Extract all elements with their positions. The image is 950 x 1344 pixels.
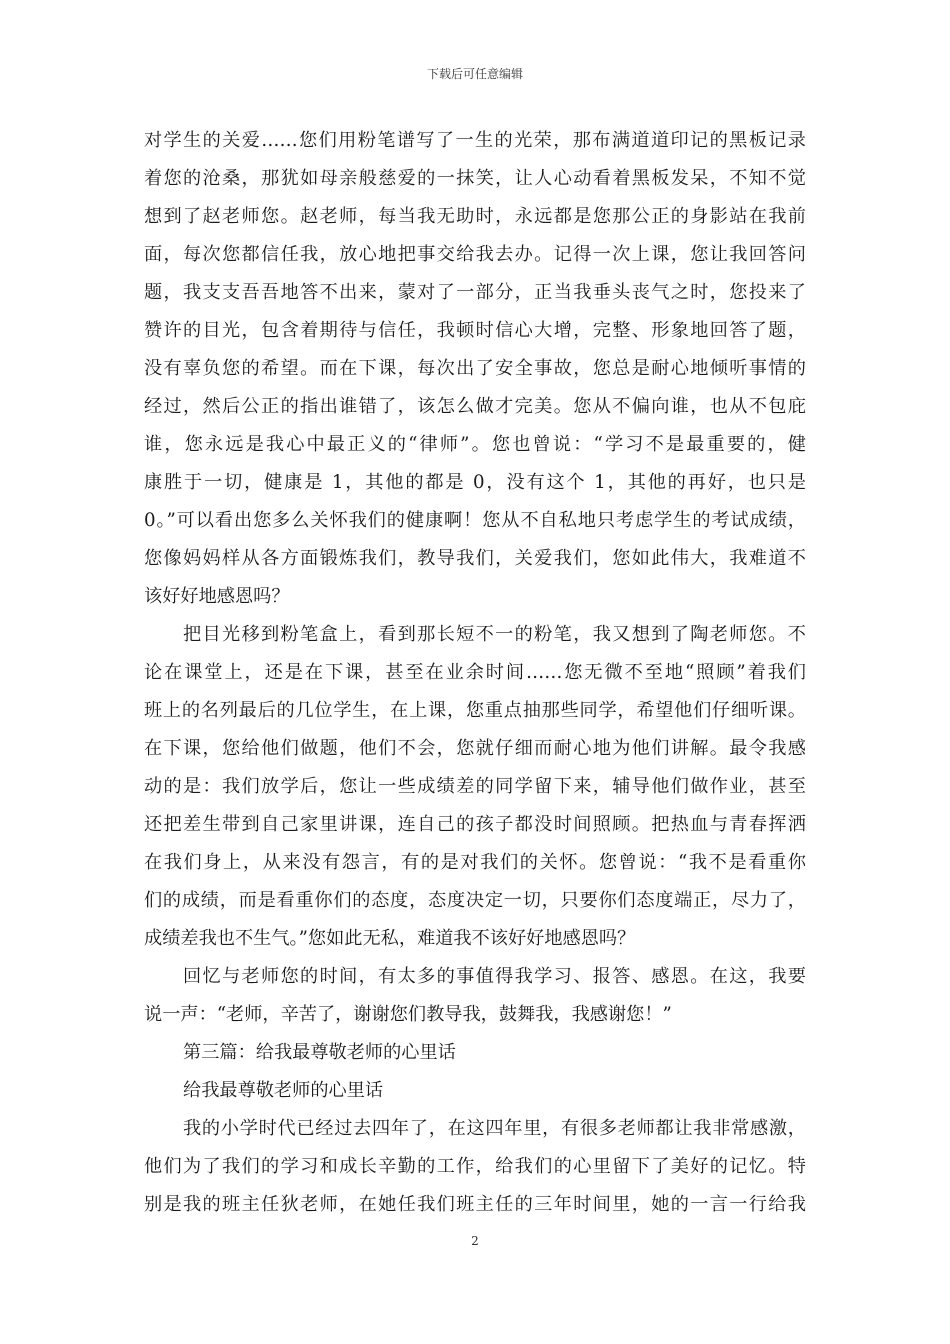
text-line: 他们为了我们的学习和成长辛勤的工作，给我们的心里留下了美好的记忆。特 bbox=[144, 1156, 806, 1177]
text-line: 康胜于一切，健康是 1，其他的都是 0，没有这个 1，其他的再好，也只是 bbox=[144, 472, 806, 493]
text-line: 回忆与老师您的时间，有太多的事值得我学习、报答、感恩。在这，我要 bbox=[183, 966, 806, 987]
text-line: 把目光移到粉笔盒上，看到那长短不一的粉笔，我又想到了陶老师您。不 bbox=[183, 624, 806, 645]
text-line: 在下课，您给他们做题，他们不会，您就仔细而耐心地为他们讲解。最令我感 bbox=[144, 738, 806, 759]
text-line: 动的是：我们放学后，您让一些成绩差的同学留下来，辅导他们做作业，甚至 bbox=[144, 776, 806, 797]
text-line: 赞许的目光，包含着期待与信任，我顿时信心大增，完整、形象地回答了题， bbox=[144, 320, 806, 341]
page-number: 2 bbox=[471, 1234, 479, 1248]
page-header-note: 下载后可任意编辑 bbox=[426, 67, 523, 81]
text-line: 题，我支支吾吾地答不出来，蒙对了一部分，正当我垂头丧气之时，您投来了 bbox=[144, 282, 806, 303]
text-line: 我的小学时代已经过去四年了，在这四年里，有很多老师都让我非常感激， bbox=[183, 1118, 806, 1139]
text-line: 没有辜负您的希望。而在下课，每次出了安全事故，您总是耐心地倾听事情的 bbox=[144, 358, 806, 379]
text-line: 论在课堂上，还是在下课，甚至在业余时间……您无微不至地“照顾”着我们 bbox=[144, 662, 806, 683]
text-line: 谁，您永远是我心中最正义的“律师”。您也曾说：“学习不是最重要的，健 bbox=[144, 434, 806, 455]
text-line: 想到了赵老师您。赵老师，每当我无助时，永远都是您那公正的身影站在我前 bbox=[144, 206, 806, 227]
document-body bbox=[144, 122, 806, 1224]
text-line: 别是我的班主任狄老师，在她任我们班主任的三年时间里，她的一言一行给我 bbox=[144, 1194, 806, 1215]
text-line: 在我们身上，从来没有怨言，有的是对我们的关怀。您曾说：“我不是看重你 bbox=[144, 852, 806, 873]
text-line: 成绩差我也不生气。”您如此无私，难道我不该好好地感恩吗？ bbox=[144, 928, 636, 949]
text-line: 着您的沧桑，那犹如母亲般慈爱的一抹笑，让人心动看着黑板发呆，不知不觉 bbox=[144, 168, 806, 189]
text-line: 该好好地感恩吗？ bbox=[144, 586, 290, 607]
text-line: 们的成绩，而是看重你们的态度，态度决定一切，只要你们态度端正，尽力了， bbox=[144, 890, 806, 911]
text-line: 班上的名列最后的几位学生，在上课，您重点抽那些同学，希望他们仔细听课。 bbox=[144, 700, 806, 721]
text-line: 说一声：“老师，辛苦了，谢谢您们教导我，鼓舞我，我感谢您！” bbox=[144, 1004, 672, 1025]
text-line: 0。”可以看出您多么关怀我们的健康啊！您从不自私地只考虑学生的考试成绩， bbox=[144, 510, 806, 531]
section-heading: 第三篇：给我最尊敬老师的心里话 bbox=[183, 1042, 456, 1063]
text-line: 您像妈妈样从各方面锻炼我们，教导我们，关爱我们，您如此伟大，我难道不 bbox=[144, 548, 806, 569]
text-line: 面，每次您都信任我，放心地把事交给我去办。记得一次上课，您让我回答问 bbox=[144, 244, 806, 265]
text-line: 经过，然后公正的指出谁错了，该怎么做才完美。您从不偏向谁，也从不包庇 bbox=[144, 396, 806, 417]
text-line: 还把差生带到自己家里讲课，连自己的孩子都没时间照顾。把热血与青春挥洒 bbox=[144, 814, 806, 835]
article-title: 给我最尊敬老师的心里话 bbox=[183, 1080, 384, 1101]
text-line: 对学生的关爱……您们用粉笔谱写了一生的光荣，那布满道道印记的黑板记录 bbox=[144, 130, 806, 151]
